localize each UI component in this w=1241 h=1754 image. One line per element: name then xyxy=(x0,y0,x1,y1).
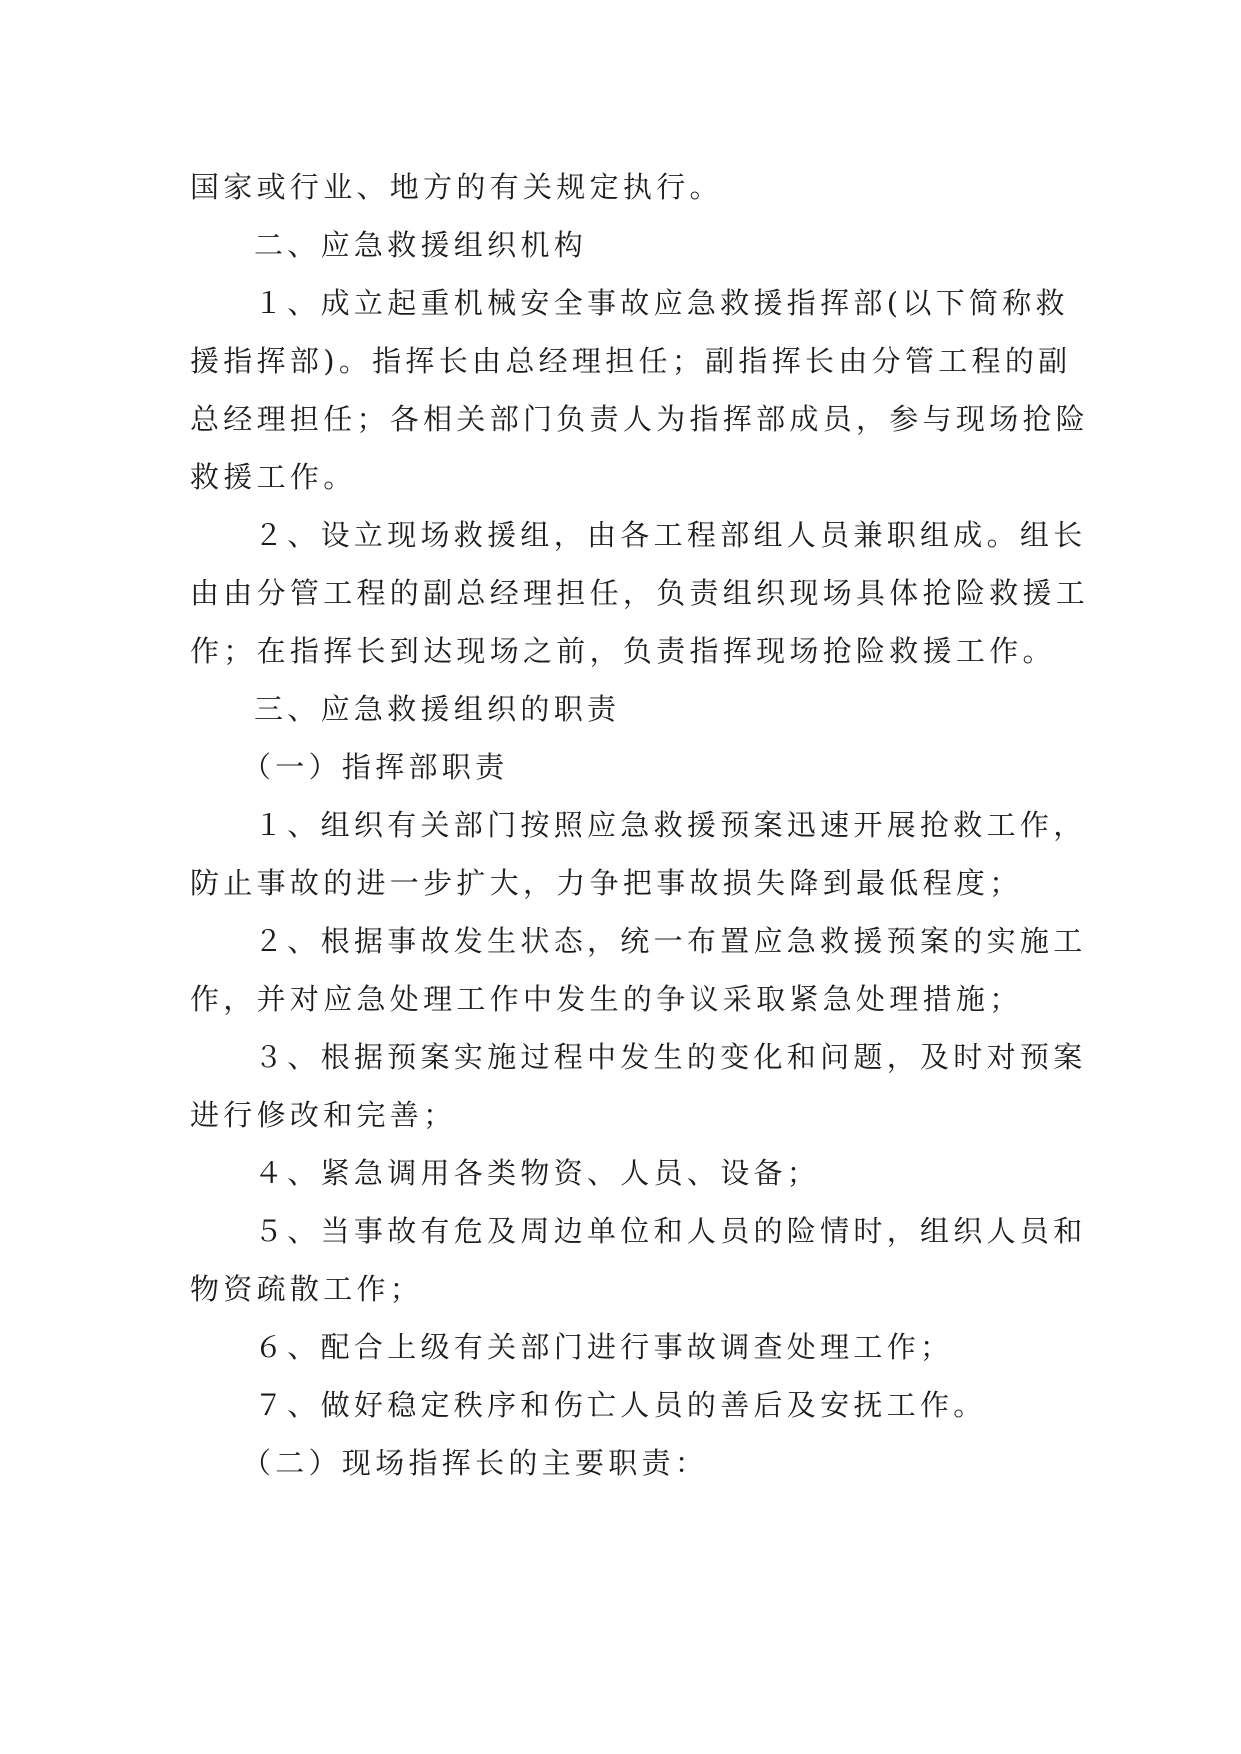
paragraph-item-3-6: ６、配合上级有关部门进行事故调查处理工作； xyxy=(254,1330,954,1364)
subsection-heading-1: （一）指挥部职责 xyxy=(242,750,509,784)
paragraph-item-3-4: ４、紧急调用各类物资、人员、设备； xyxy=(254,1156,821,1190)
paragraph-item-3-7: ７、做好稳定秩序和伤亡人员的善后及安抚工作。 xyxy=(254,1388,987,1422)
paragraph-item-3-2: ２、根据事故发生状态，统一布置应急救援预案的实施工作，并对应急处理工作中发生的争议采取紧急处理措施； xyxy=(190,924,1087,1016)
section-heading-2: 二、应急救援组织机构 xyxy=(254,228,588,262)
subsection-heading-2: （二）现场指挥长的主要职责： xyxy=(242,1446,709,1480)
paragraph-item-2-2: ２、设立现场救援组，由各工程部组人员兼职组成。组长由由分管工程的副总经理担任，负责组织现场具体抢险救援工作；在指挥长到达现场之前，负责指挥现场抢险救援工作。 xyxy=(190,518,1090,668)
paragraph-item-3-3: ３、根据预案实施过程中发生的变化和问题，及时对预案进行修改和完善； xyxy=(190,1040,1087,1132)
section-heading-3: 三、应急救援组织的职责 xyxy=(254,692,621,726)
paragraph-continuation: 国家或行业、地方的有关规定执行。 xyxy=(190,170,723,204)
paragraph-item-3-5: ５、当事故有危及周边单位和人员的险情时，组织人员和物资疏散工作； xyxy=(190,1214,1087,1306)
document-body xyxy=(190,158,1090,1492)
paragraph-item-2-1: １、成立起重机械安全事故应急救援指挥部(以下简称救援指挥部)。指挥长由总经理担任；副指挥长由分管工程的副总经理担任；各相关部门负责人为指挥部成员，参与现场抢险救援工作。 xyxy=(190,286,1090,494)
paragraph-item-3-1: １、组织有关部门按照应急救援预案迅速开展抢救工作，防止事故的进一步扩大，力争把事故损失降到最低程度； xyxy=(190,808,1087,900)
